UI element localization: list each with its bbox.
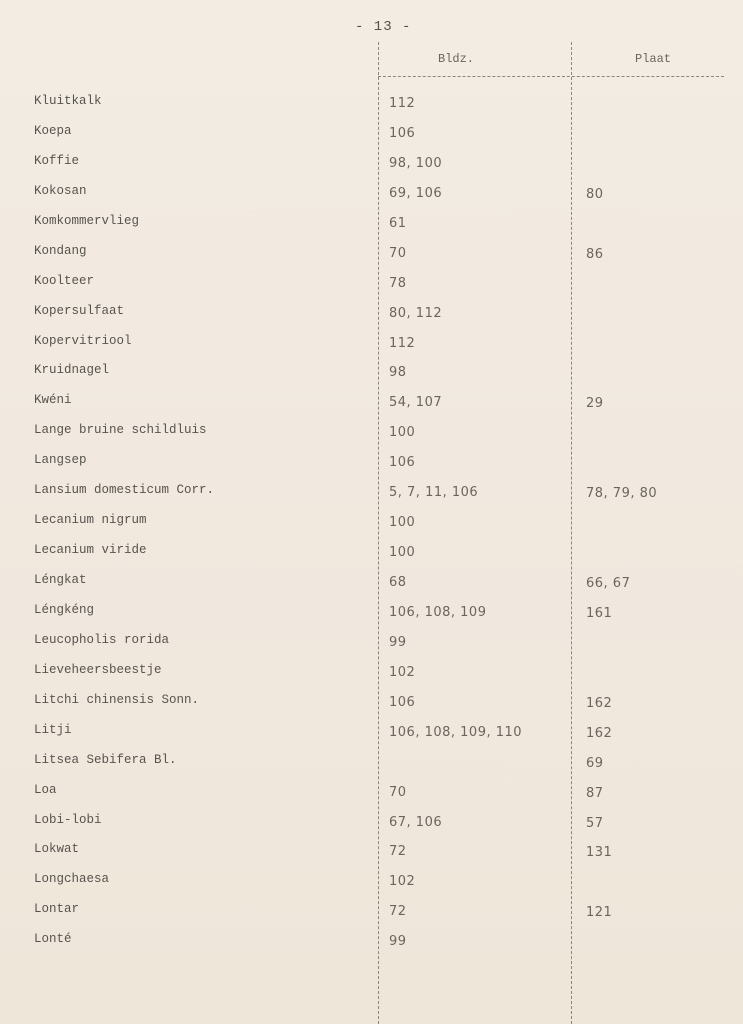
page-number: - 13 - [355,19,412,35]
index-term: Komkommervlieg [34,213,140,228]
index-row [0,124,743,154]
index-term: Lobi-lobi [34,812,102,827]
index-row [0,872,743,902]
index-row [0,154,743,184]
page-reference: 112 [389,96,416,111]
plate-reference: 131 [586,845,613,861]
index-row [0,693,743,723]
plate-reference: 162 [586,725,613,741]
index-row [0,813,743,843]
index-row [0,842,743,872]
plate-reference: 121 [586,905,613,921]
index-row [0,902,743,932]
page-reference: 98 [389,365,407,381]
index-term: Lange bruine schildluis [34,423,207,438]
plate-reference: 29 [586,396,604,412]
index-term: Loa [34,782,57,797]
index-term: Kruidnagel [34,363,110,378]
page-reference: 5, 7, 11, 106 [389,485,479,501]
index-term: Lecanium viride [34,543,147,558]
page-reference: 72 [389,844,407,860]
page-reference: 106, 108, 109, 110 [389,724,523,740]
index-term: Litchi chinensis Sonn. [34,692,200,707]
page-reference: 100 [389,425,416,441]
page-reference: 102 [389,664,416,680]
index-row [0,513,743,543]
plate-reference: 78, 79, 80 [586,486,658,502]
index-term: Longchaesa [34,872,110,887]
page-reference: 68 [389,575,407,590]
index-row [0,274,743,304]
plate-reference: 66, 67 [586,576,631,591]
index-term: Leucopholis rorida [34,632,170,647]
plate-reference: 69 [586,755,604,771]
index-row [0,334,743,364]
index-term: Kluitkalk [34,94,102,108]
page-reference: 54, 107 [389,395,443,411]
index-row [0,393,743,423]
index-term: Langsep [34,453,87,468]
index-term: Lokwat [34,842,80,857]
index-term: Kopersulfaat [34,303,125,318]
column-header-plaat: Plaat [635,52,672,66]
index-row [0,363,743,393]
index-row [0,453,743,483]
index-term: Kokosan [34,183,87,198]
page-reference: 106, 108, 109 [389,604,487,620]
plate-reference: 87 [586,785,604,801]
index-term: Litsea Sebifera Bl. [34,752,177,767]
page-reference: 106 [389,455,416,471]
index-row [0,184,743,214]
index-term: Kwéni [34,393,72,408]
index-row [0,633,743,663]
page-reference: 102 [389,874,416,890]
plate-reference: 162 [586,695,613,711]
page-reference: 106 [389,125,416,141]
index-term: Kopervitriool [34,333,132,348]
page-reference: 98, 100 [389,155,443,171]
index-row [0,543,743,573]
page-reference: 78 [389,275,407,291]
plate-reference: 86 [586,246,604,262]
page-reference: 106 [389,694,416,710]
index-row [0,753,743,783]
index-term: Lansium domesticum Corr. [34,483,215,498]
page-reference: 70 [389,784,407,800]
index-list [0,94,743,962]
page-reference: 80, 112 [389,305,443,321]
page-reference: 99 [389,634,407,650]
index-term: Kondang [34,243,87,258]
index-term: Lecanium nigrum [34,513,147,528]
plate-reference: 80 [586,186,604,202]
index-term: Lonté [34,932,72,947]
page-reference: 100 [389,515,416,531]
index-term: Lontar [34,902,80,917]
index-term: Léngkéng [34,602,95,617]
index-row [0,573,743,603]
index-row [0,723,743,753]
column-header-bldz: Bldz. [438,52,475,66]
index-row [0,603,743,633]
page-reference: 67, 106 [389,814,443,830]
page-reference: 72 [389,904,407,920]
index-term: Litji [34,722,72,737]
index-term: Léngkat [34,573,87,587]
page-reference: 112 [389,335,416,351]
index-row [0,783,743,813]
plate-reference: 161 [586,605,613,621]
index-row [0,244,743,274]
index-term: Koepa [34,123,72,138]
index-row [0,94,743,124]
page-reference: 69, 106 [389,185,443,201]
header-divider [378,76,724,77]
page-reference: 99 [389,934,407,950]
page-reference: 100 [389,545,416,561]
page-reference: 70 [389,245,407,261]
index-row [0,214,743,244]
index-row [0,483,743,513]
index-row [0,423,743,453]
page-reference: 61 [389,215,407,231]
plate-reference: 57 [586,815,604,831]
index-row [0,932,743,962]
index-term: Koolteer [34,273,95,288]
index-row [0,663,743,693]
index-term: Lieveheersbeestje [34,662,162,677]
index-term: Koffie [34,153,80,168]
index-row [0,304,743,334]
